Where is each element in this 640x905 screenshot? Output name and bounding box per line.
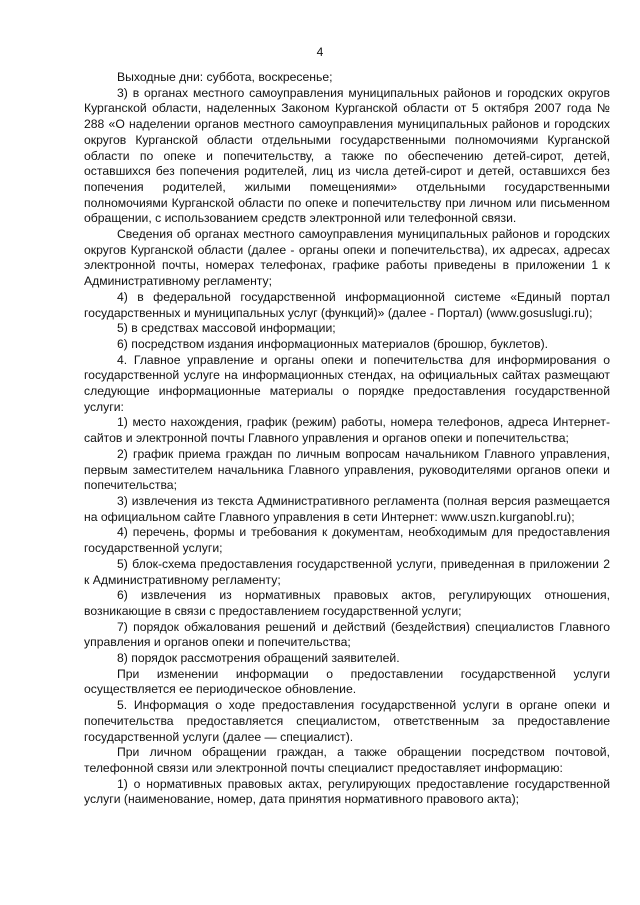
paragraph-authorities-info: Сведения об органах местного самоуправления муниципальных районов и городских округов Курганской области (далее - органы опеки и попечительства), их адресах, адресах электронной почты, номерах телефонах, графике работы приведены в приложении 1 к Административному регламенту; <box>84 227 610 289</box>
paragraph-item-6-brochures: 6) посредством издания информационных материалов (брошюр, буклетов). <box>117 336 549 351</box>
paragraph-item-5-media: 5) в средствах массовой информации; <box>117 321 336 336</box>
list-item-6-legal-acts: 6) извлечения из нормативных правовых актов, регулирующих отношения, возникающие в связи с предоставлением государственной услуги; <box>84 588 610 618</box>
paragraph-weekend-days: Выходные дни: суббота, воскресенье; <box>117 70 333 84</box>
list-item-2-schedule: 2) график приема граждан по личным вопросам начальником Главного управления, первым заместителем начальника Главного управления, руководителями органов опеки и попечительства; <box>84 446 610 493</box>
paragraph-section-5: 5. Информация о ходе предоставления государственной услуги в органе опеки и попечительства предоставляется специалистом, ответственным за предоставление государственной услуги (далее — специалист). <box>84 698 610 744</box>
list-item-1-normative-acts: 1) о нормативных правовых актах, регулирующих предоставление государственной услуги (наименование, номер, дата принятия нормативного правового акта); <box>84 776 610 807</box>
list-item-8-requests: 8) порядок рассмотрения обращений заявителей. <box>117 651 400 666</box>
paragraph-personal-request: При личном обращении граждан, а также обращении посредством почтовой, телефонной связи или электронной почты специалист предоставляет информацию: <box>84 745 610 775</box>
list-item-7-appeal: 7) порядок обжалования решений и действий (бездействия) специалистов Главного управления и органов опеки и попечительства; <box>84 619 610 650</box>
list-item-1-location: 1) место нахождения, график (режим) работы, номера телефонов, адреса Интернет-сайтов и электронной почты Главного управления и органов опеки и попечительства; <box>84 415 610 446</box>
paragraph-updates: При изменении информации о предоставлении государственной услуги осуществляется ее периодическое обновление. <box>84 666 610 697</box>
paragraph-section-4: 4. Главное управление и органы опеки и попечительства для информирования о государственной услуге на информационных стендах, на официальных сайтах размещают следующие информационные материалы о порядке предоставления государственной услуги: <box>84 352 610 414</box>
paragraph-item-3-local-authorities: 3) в органах местного самоуправления муниципальных районов и городских округов Курганской области, наделенных Законом Курганской области от 5 октября 2007 года № 288 «О наделении органов местного самоуправления муниципальных районов и городских округов Курганской области отдельными государственными полномочиями Курганской области по опеке и попечительству, а также по обеспечению детей-сирот, детей, оставшихся без попечения родителей, лиц из числа детей-сирот и детей, оставшихся без попечения родителей, жилыми помещениями» отдельными государственными полномочиями Курганской области по опеке и попечительству при личном или письменном обращении, с использованием средств электронной или телефонной связи. <box>84 85 610 226</box>
list-item-3-regulation-extract: 3) извлечения из текста Административного регламента (полная версия размещается на официальном сайте Главного управления в сети Интернет: www.uszn.kurganobl.ru); <box>84 493 610 524</box>
page-number: 4 <box>316 45 324 59</box>
paragraph-item-4-portal: 4) в федеральной государственной информационной системе «Единый портал государственных и муниципальных услуг (функций)» (далее - Портал) (www.gosuslugi.ru); <box>84 289 610 320</box>
list-item-4-documents: 4) перечень, формы и требования к документам, необходимым для предоставления государственной услуги; <box>84 525 610 556</box>
list-item-5-flowchart: 5) блок-схема предоставления государственной услуги, приведенная в приложении 2 к Административному регламенту; <box>84 556 610 587</box>
document-body <box>84 70 610 808</box>
